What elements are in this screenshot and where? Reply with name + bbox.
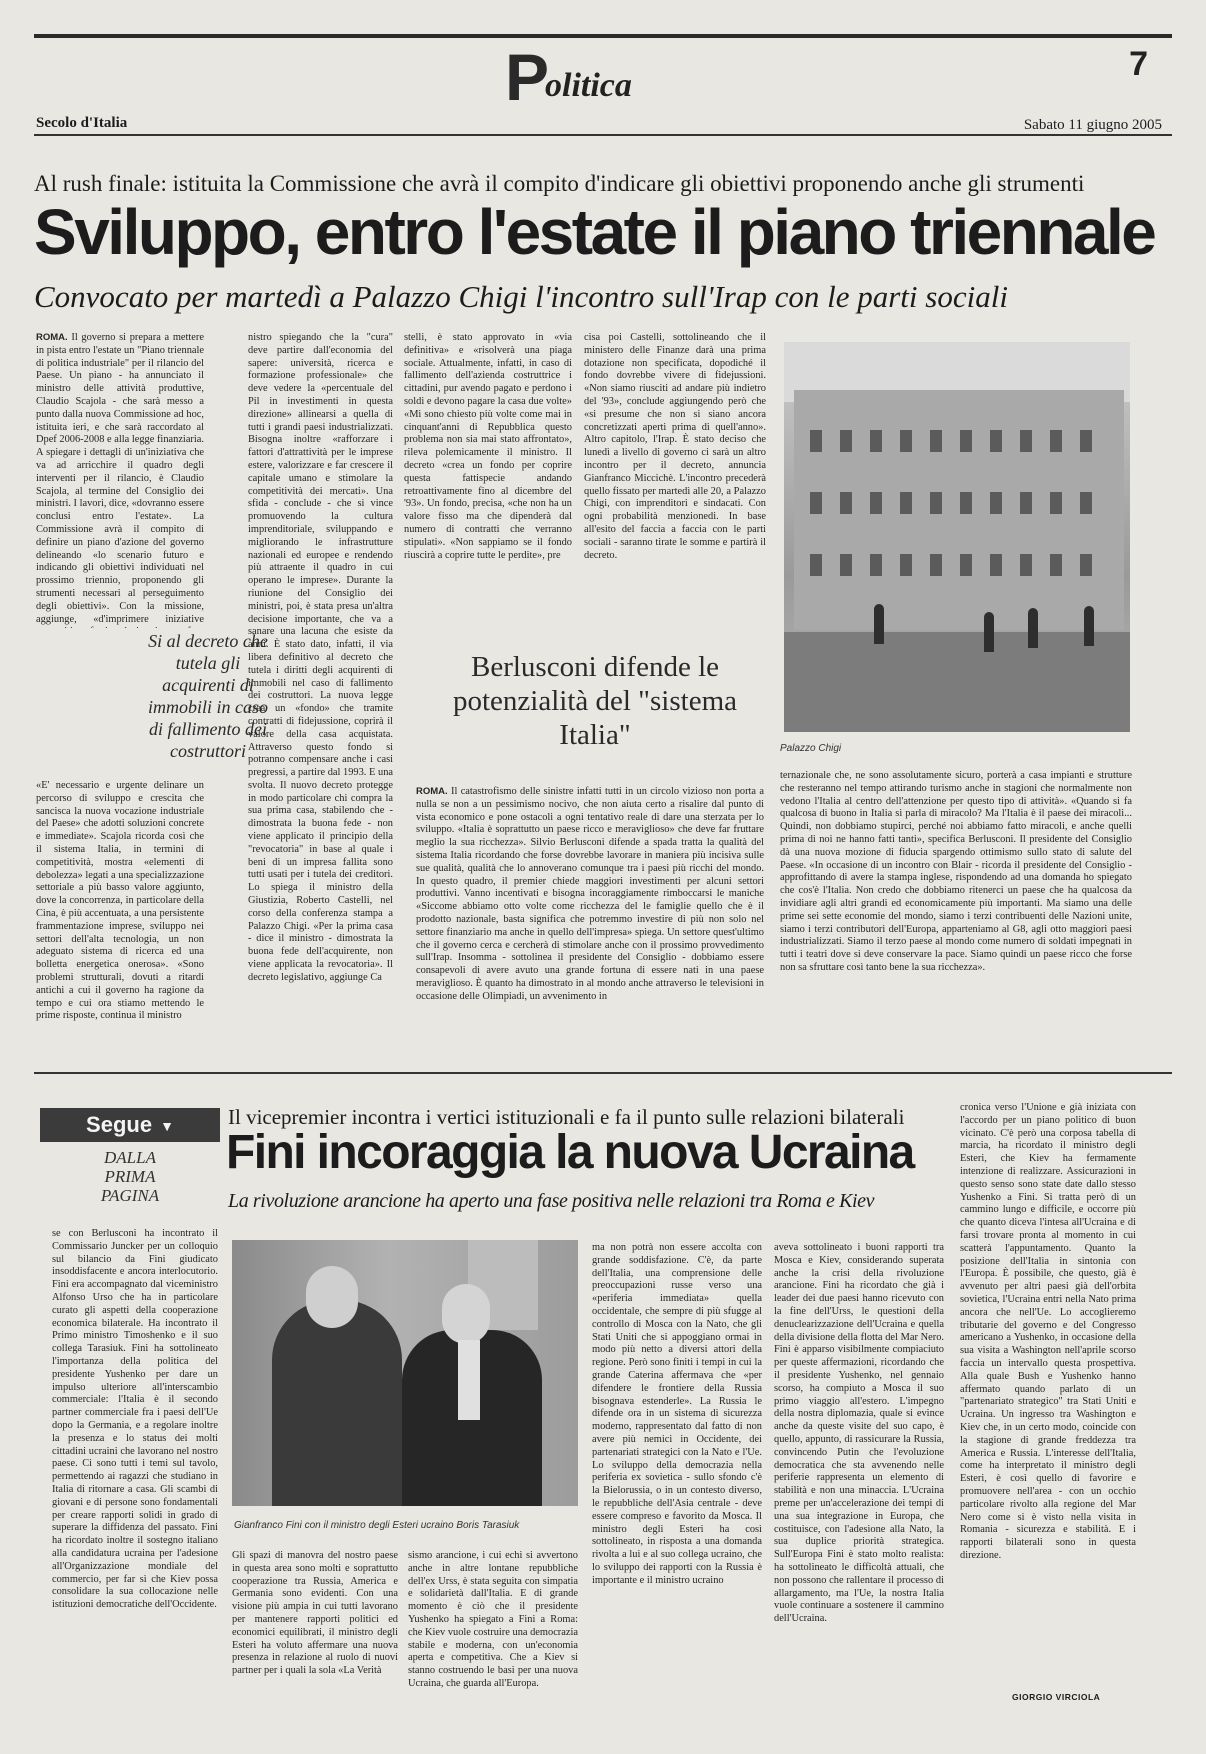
article1-column-1b-text: «E' necessario e urgente delinare un percorso di sviluppo e crescita che sancisca la nuova vocazione industriale del Paese» che adotti soluzioni concrete e immediate». Scajola ricorda così che il sistema Italia, in termini di competitività, mostra «elementi di debolezza» legati a una specializzazione settoriale a più basso valore aggiunto, dove la concorrenza, in particolare della Cina, è più accentuata, a una persistente frammentazione imprese, sviluppo nei settori dell'alta tecnologia, un non adeguato sistema di ricerca ed una bolletta energetica onerosa». «Sono problemi strutturali, dovuti a ritardi antichi a cui il governo ha ragione da tempo e cui ora stiamo mettendo le prime risposte, continua il ministro xyxy=(36,780,204,1022)
article1-column-3 xyxy=(404,332,572,612)
article3-column-4-text: cronica verso l'Unione e già iniziata con l'accordo per un piano politico di buon vicinato. C'è però una corposa tabella di marcia, ha ricordato il ministro degli Esteri, che Kiev ha fermamente intenzione di realizzare. Assicurazioni in questo senso sono state date dallo stesso Yushenko a Fini. Si tratta però di un cammino lungo e difficile, e occorre più che quanto diceva l'intesa all'Ucraina e di farsi trovare pronta al momento in cui scatterà l'appuntamento. Quanto la posizione dell'Italia in sintonia con l'Europa. È possibile, che questo, già è avvenuto per altri paesi già dell'orbita sovietica, l'Ucraina entri nella Nato prima ancora che nell'Ue. Lo accoglieremo tributarie del governo e del Congresso americano a Yushenko, in occasione della sua visita a Washington nell'aprile scorso faccia un intervallo questa prospettiva. Alla quale Bush e Yushenko hanno affermato quando parlato di un "partenariato strategico" tra Stati Uniti e Ucraina. Un ingresso tra Washington e Kiev che, in un certo modo, coincide con la stagione di grande freddezza tra America e Russia. L'interesse dell'Italia, come ha interpretato il ministro degli Esteri, è così quello di favorire e promuovere nell'area - con un occhio particolare rivolto alla regione del Mar Nero come si è visto nella visita in Romania - sicurezza e stabilità. E i rapporti bilaterali sono in questa direzione. xyxy=(960,1102,1136,1561)
article1-kicker: Al rush finale: istituita la Commissione che avrà il compito d'indicare gli obiettivi proponendo anche gli strumenti xyxy=(34,171,1085,196)
article1-column-2-text: nistro spiegando che la "cura" deve partire dall'economia del sapere: università, ricerca e formazione professionale» che deve vedere la «percentuale del Pil in investimenti in questa direzione» allinearsi a quella di tutti i grandi paesi industrializzati. Bisogna inoltre «rafforzare i fattori d'attrattività per le imprese estere, valorizzare e far crescere il capitale umano e stimolare la competitività dei mercati». Una sfida - conclude - che si vince promuovendo la cultura imprenditoriale, sviluppando e migliorando le infrastrutture nazionali ed europee e rendendo più attraente il quadro in cui operano le imprese». Durante la riunione del Consiglio dei ministri, poi, è stata presa un'altra decisione importante, che va a sanare una lacuna che esiste da anni. È stato dato, infatti, il via libera definitivo al decreto che tutela i diritti degli acquirenti di immobili nel caso di fallimento dei costruttori. La nuova legge crea un «fondo» che tramite contratti di fidejussione, coprirà il valore della casa acquistata. Attraverso questo fondo si potranno compensare anche i casi pregressi, a partire dal 1993. E una svolta. Il nuovo decreto protegge in modo particolare chi compra la sua prima casa, stabilendo che - dimostrata la buona fede - non viene applicato il principio della "revocatoria" in base al quale i beni di un impresa fallita sono tutti usati per i tutela dei creditori. Lo spiega il ministro della Giustizia, Roberto Castelli, nel corso della conferenza stampa a Palazzo Chigi. «Per la prima casa - dice il ministro - dimostrata la buona fede dell'acquirente, non viene applicata la revocatoria». Il decreto legislativo, aggiunge Ca xyxy=(248,332,393,983)
article1-column-3-text: stelli, è stato approvato in «via definitiva» e «risolverà una piaga sociale. Attualmente, infatti, in caso di fallimento dell'azienda costruttrice i cittadini, pur avendo pagato e perdono i soldi e devono pagare la casa due volte» «Mi sono chiesto più volte come mai in cinquant'anni di Repubblica questo problema non sia mai stato affrontato», rileva polemicamente il ministro. Il decreto «crea un fondo per coprire questa fattispecie andando retroattivamente fino al dicembre del '93». Un fondo, precisa, «che non ha un valore fisso ma che dipenderà dal numero di contratti che verranno stipulati». «Non sappiamo se il fondo riuscirà a coprire tutte le perdite», pre xyxy=(404,332,572,561)
paper-name: Secolo d'Italia xyxy=(36,115,128,131)
article2-column-2 xyxy=(780,770,1132,1060)
article1-pullquote: Si al decreto che tutela gli acquirenti di immobili in caso di fallimento dei costruttori xyxy=(148,631,268,761)
section-divider xyxy=(34,1072,1172,1074)
segue-box xyxy=(40,1108,220,1210)
article3-column-1b xyxy=(408,1550,578,1728)
article3-byline: GIORGIO VIRCIOLA xyxy=(1012,1692,1101,1702)
article2-column-2-text: ternazionale che, ne sono assolutamente sicuro, porterà a casa impianti e strutture che resteranno nel tempo attirando turismo anche in stagioni che normalmente non vedono l'Italia al centro dell'attenzione per questo tipo di attività». «Quando si fa qualcosa di buono in Italia si parla di miracolo? Ma l'Italia è il paese dei miracoli... Quindi, non dobbiamo stupirci, perché noi abbiamo fatto miracoli, e anche quelli prima di noi ne hanno fatti tanti», specifica Berlusconi. Il presidente del Consiglio dà una nuova mozione di fiducia spargendo ottimismo sullo stato di salute del Paese. «In occasione di un incontro con Blair - ricorda il presidente del Consiglio - approfittando di avere la stampa inglese, rispondendo ad una domanda ho spiegato che cos'è l'Italia. Non credo che dobbiamo ritenerci un paese che ha qualcosa da invidiare agli altri grandi ed economicamente più importanti. Ma siamo una delle prime sei sette economie del mondo, siamo i terzi contribuenti delle Nazioni unite, siamo i terzi contributori dell'Europa, apparteniamo al G8, agli otto maggiori paesi industrializzati. Siamo il terzo paese al mondo come numero di soldati impegnati in tutti i teatri dove si deve conservare la pace. Siamo quindi un paese ricco che forse non sa sfruttare così tanto bene la sua ricchezza». xyxy=(780,770,1132,973)
article1-subhead: Convocato per martedì a Palazzo Chigi l'incontro sull'Irap con le parti sociali xyxy=(34,279,1008,314)
article1-column-4-text: cisa poi Castelli, sottolineando che il ministero delle Finanze darà una prima dotazione non specificata, dopodiché il fondo dovrebbe vivere di fidejussioni. «Non siamo riusciti ad andare più indietro del '93», conclude aggiungendo però che «si presume che non si siano ancora concretizzati aperti prima di quell'anno». Altro capitolo, l'Irap. È stato deciso che lunedì a livello di governo ci sarà un altro incontro per il decreto, annuncia Gianfranco Miccichè. L'incontro precederà quello fissato per martedì alle 20, a Palazzo Chigi, con imprenditori e sindacati. Con ogni probabilità menzionedi. In base all'esito del faccia a faccia con le parti sociali - saranno tirate le somme e partirà il decreto. xyxy=(584,332,766,561)
article3-column-3-text: aveva sottolineato i buoni rapporti tra Mosca e Kiev, considerando superata anche la crisi della rivoluzione arancione. Fini ha ricordato che già i leader dei due paesi hanno ricevuto con la fine dell'Urss, le questioni della denuclearizzazione dell'Ucraina e quella della divisione della flotta del Mar Nero. Fini è apparso visibilmente compiaciuto per queste affermazioni, ricordando che il presidente Yushenko, nel gennaio scorso, ha compiuto a Mosca il suo primo viaggio all'estero. L'impegno della nostra diplomazia, quale si evince anche da queste visite del suo capo, è quello, appunto, di rassicurare la Russia, convincendo Putin che l'evoluzione democratica che sta avvenendo nelle periferie rappresenta un elemento di stabilità e non una minaccia. L'Ucraina preme per un'accelerazione dei tempi di una sua integrazione in Europa, che costituisce, con l'adesione alla Nato, la sua duplice priorità strategica. Sull'Europa Fini è stato molto realista: ha sottolineato le difficoltà attuali, che non possono che rallentare il processo di allargamento, ma l'Ue, la nostra Italia vuole continuare a sostenere il cammino dell'Ucraina. xyxy=(774,1242,944,1625)
article1-column-1-wrap xyxy=(36,628,140,774)
article3-kicker: Il vicepremier incontra i vertici istituzionali e fa il punto sulle relazioni bilaterali xyxy=(228,1105,905,1129)
article2-dateline: ROMA. xyxy=(416,786,448,797)
article1-column-1 xyxy=(36,332,204,628)
page-number: 7 xyxy=(1129,45,1148,83)
article3-column-1b-text: sismo arancione, i cui echi si avvertono anche in altre lontane repubbliche dell'ex Urss, è stata seguita con simpatia e solidarietà dall'Italia. E di grande momento è ciò che il presidente Yushenko ha spiegato a Fini a Roma: che Kiev vuole costruire una democrazia stabile e moderna, con un'economia aperta e competitiva. Che a Kiev si stanno costruendo le basi per una nuova Ucraina, che guarda all'Europa. xyxy=(408,1550,578,1689)
article3-headline: Fini incoraggia la nuova Ucraina xyxy=(226,1126,914,1179)
segue-line-3: PAGINA xyxy=(100,1186,160,1205)
article3-column-0 xyxy=(52,1228,218,1728)
segue-line-1: DALLA xyxy=(104,1148,156,1167)
article3-column-2-text: ma non potrà non essere accolta con grande soddisfazione. C'è, da parte dell'Italia, una comprensione delle preoccupazioni russe verso una «periferia immediata» quella occidentale, che sempre di più sfugge al controllo di Mosca con la Nato, che gli Stati Uniti che si appoggiano ormai in modo più netto a diversi attori della regione. Però sono finiti i tempi in cui la grande Caterina affermava che «per difendere le frontiere della Russia bisognava estenderle». La Russia le difende ora in un sistema di sicurezza moderno, rappresentato dal fatto di non avere più nemici in Occidente, dei partenariati strategici con la Nato e l'Ue. Lo sviluppo della democrazia nella periferia ex sovietica - sullo sfondo c'è la Bielorussia, o in un contesto diverso, le repubbliche dell'Asia centrale - deve essere compreso e favorito da Mosca. Il ministro degli Esteri ha così sottolineato, in risposta a una domanda rivolta a lui e al suo collega ucraino, che lo sviluppo dei rapporti con la Russia è importante e il ministro ucraino xyxy=(592,1242,762,1586)
section-logo xyxy=(505,40,665,114)
palazzo-chigi-photo xyxy=(784,342,1130,732)
article2-column-1 xyxy=(416,786,764,1060)
segue-label: Segue xyxy=(86,1112,153,1137)
article3-column-1-text: Gli spazi di manovra del nostro paese in questa area sono molti e soprattutto cooperazione tra Russia, America e Germania sono evidenti. Con una visione più ampia in cui tutti lavorano per mantenere rapporti politici ed economici equilibrati, il ministro degli Esteri ha voluto affermare una nuova presenza in relazione al ruolo di nuovi partner per i quali la sola «La Verità xyxy=(232,1550,398,1677)
article2-column-1-text: Il catastrofismo delle sinistre infatti tutti in un circolo vizioso non porta a nulla se non a un pessimismo nocivo, che non aiuta certo a risalire dal punto di vista economico e pone ostacoli a ogni tentativo reale di dare una sterzata per lo sviluppo. «Italia è soprattutto un paese ricco e meraviglioso» che deve far fruttare meglio la sua ricchezza». Silvio Berlusconi difende a spada tratta la qualità del sistema Italia ricordando che forse dovrebbe lavorare in maniera più incisiva sulle sue qualità, qualità che lo annoverano comunque tra i paesi più ricchi del mondo. In questo quadro, il premier chiede maggiori investimenti per alcuni settori produttivi. Vanno incentivati e bisogna incoraggiamente rimboccarsi le maniche «Siccome abbiamo otto volte come ricchezza del le famiglie quello che è il prodotto nazionale, basta significa che potremmo investire di più non solo nel settore finanziario ma anche in quello dell'impresa» spiega. Un settore quest'ultimo che il governo cerca e cercherà di stimolare anche con il prossimo provvedimento sull'Irap. Insomma - sottolinea il presidente del Consiglio - dobbiamo essere consapevoli di avere avuto una grande fortuna di essere nati in una paese meraviglioso. È quanto ha dimostrato in al mondo anche attraverso le televisioni in occasione delle Olimpiadi, un avvenimento in xyxy=(416,786,764,1002)
segue-line-2: PRIMA xyxy=(104,1167,156,1186)
article3-column-4 xyxy=(960,1102,1136,1688)
article1-column-1b xyxy=(36,780,204,1060)
article3-column-1 xyxy=(232,1550,398,1728)
segue-subtitle xyxy=(40,1148,220,1205)
article1-column-1-text: Il governo si prepara a mettere in pista entro l'estate un "Piano triennale di politica industriale" per il rilancio del Paese. Un piano - ha annunciato il ministro delle attività produttive, Claudio Scajola - che sarà messo a punto dalla nuova Commissione ad hoc, istituita ieri, e che sarà raccordato al Dpef 2006-2008 e alla legge finanziaria. A spiegare i dettagli di un'iniziativa che va ad arricchire il quadro degli interventi per il rilancio, è Claudio Scajola, al termine del Consiglio dei ministri. I lavori, dice, «dovranno essere conclusi entro l'estate». La Commissione avrà il compito di definire un piano d'azione del governo delineando «lo scenario futuro e indicando gli obiettivi individuati nel prossimo triennio, proponendo gli strumenti necessari al perseguimento degli obiettivi». Con la missione, aggiunge, «d'imprimere iniziative xyxy=(36,332,204,625)
fini-tarasiuk-caption: Gianfranco Fini con il ministro degli Esteri ucraino Boris Tarasiuk xyxy=(234,1520,520,1531)
fini-tarasiuk-photo xyxy=(232,1240,578,1506)
article3-subhead: La rivoluzione arancione ha aperto una fase positiva nelle relazioni tra Roma e Kiev xyxy=(228,1190,875,1212)
article1-column-2 xyxy=(248,332,393,1060)
segue-bar xyxy=(40,1108,220,1142)
palazzo-chigi-caption: Palazzo Chigi xyxy=(780,743,842,754)
section-logo-rest: olitica xyxy=(545,67,632,104)
article1-column-4 xyxy=(584,332,766,612)
issue-date: Sabato 11 giugno 2005 xyxy=(1023,117,1162,133)
article3-column-2 xyxy=(592,1242,762,1728)
article1-dateline: ROMA. xyxy=(36,332,68,343)
article3-column-0-text: se con Berlusconi ha incontrato il Commissario Juncker per un colloquio sul bilancio da Fini giudicato insoddisfacente e ancora interlocutorio. Fini era accompagnato dal viceministro Alfonso Urso che ha in particolare curato gli aspetti della cooperazione economica bilaterale. Ha incontrato il Primo ministro Timoshenko e il suo collega Tarasiuk. Fini ha sottolineato l'importanza della politica del presidente Yushenko per dare un impulso ulteriore all'interscambio commerciale: l'Italia è il secondo partner commerciale fra i paesi dell'Ue dopo la Germania, e a regolare inoltre la presenza e lo status dei molti cittadini ucraini che lavorano nel nostro paese. Ci sono tutti i temi sul tavolo, permettendo ai ragazzi che studiano in Italia di ritornare a casa. Gli scambi di giovani e di persone sono fondamentali per creare rapporti solidi in grado di superare la diffidenza del passato. Fini ha ricordato inoltre il sostegno italiano alla candidatura ucraina per l'adesione all'Organizzazione mondiale del commercio, per far sì che Kiev possa consolidare la sua collocazione nelle istituzioni democratiche dell'Occidente. xyxy=(52,1228,218,1611)
article1-headline: Sviluppo, entro l'estate il piano triennale xyxy=(34,196,1155,268)
section-logo-initial: P xyxy=(505,40,550,114)
article2-headline: Berlusconi difende le potenzialità del "sistema Italia" xyxy=(452,651,738,751)
triangle-down-icon: ▼ xyxy=(160,1118,174,1135)
masthead-rule xyxy=(34,134,1172,136)
top-rule xyxy=(34,34,1172,38)
article3-column-3 xyxy=(774,1242,944,1728)
